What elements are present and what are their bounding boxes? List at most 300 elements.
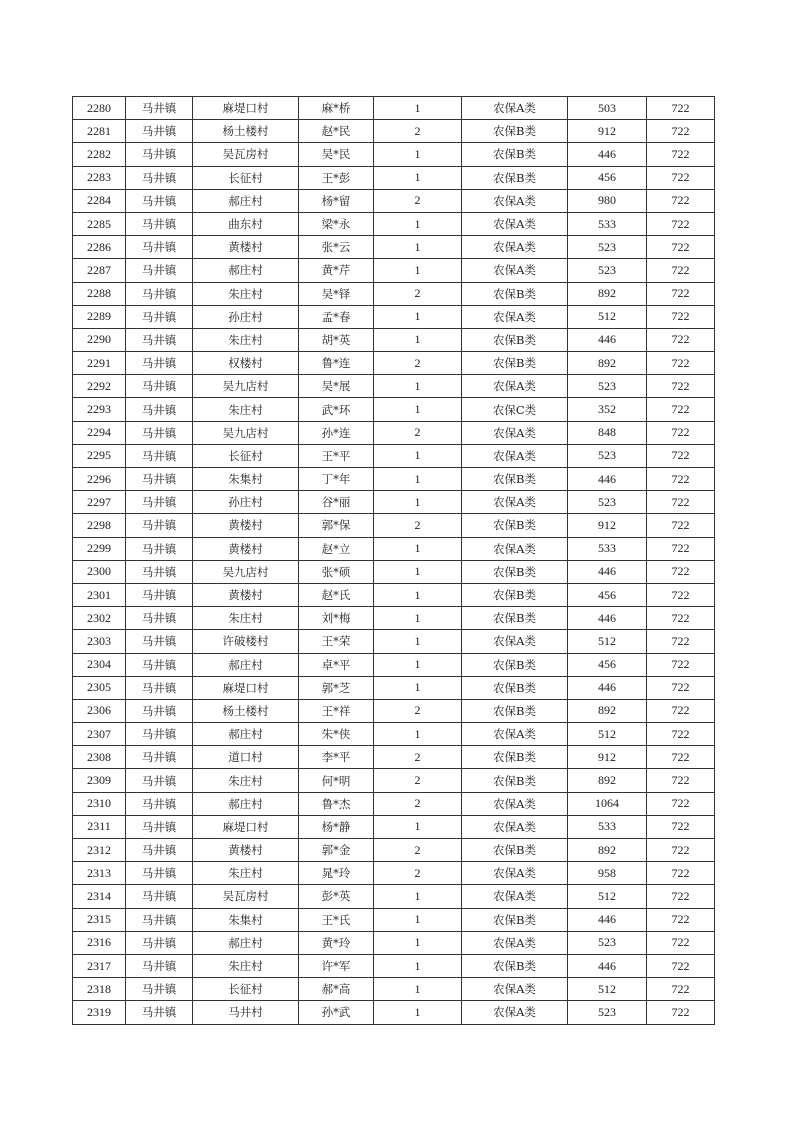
town-cell: 马井镇 [126,769,193,792]
household-count-cell: 1 [374,560,462,583]
name-cell: 王*祥 [299,699,374,722]
table-row [73,607,715,630]
standard-cell: 722 [647,815,715,838]
row-number-cell: 2318 [73,978,126,1001]
row-number-cell: 2308 [73,746,126,769]
household-count-cell: 1 [374,143,462,166]
row-number-cell: 2315 [73,908,126,931]
standard-cell: 722 [647,189,715,212]
standard-cell: 722 [647,723,715,746]
standard-cell: 722 [647,305,715,328]
household-count-cell: 1 [374,885,462,908]
household-count-cell: 2 [374,352,462,375]
name-cell: 郭*芝 [299,676,374,699]
town-cell: 马井镇 [126,931,193,954]
table-row [73,792,715,815]
data-table [72,96,715,1025]
row-number-cell: 2301 [73,583,126,606]
table-row [73,839,715,862]
table-row [73,723,715,746]
standard-cell: 722 [647,491,715,514]
town-cell: 马井镇 [126,491,193,514]
standard-cell: 722 [647,259,715,282]
row-number-cell: 2314 [73,885,126,908]
household-count-cell: 1 [374,166,462,189]
category-cell: 农保A类 [462,862,568,885]
name-cell: 谷*丽 [299,491,374,514]
standard-cell: 722 [647,908,715,931]
category-cell: 农保A类 [462,1001,568,1024]
category-cell: 农保A类 [462,97,568,120]
name-cell: 吴*铎 [299,282,374,305]
village-cell: 吴九店村 [193,421,299,444]
amount-cell: 456 [568,653,647,676]
village-cell: 曲东村 [193,212,299,235]
town-cell: 马井镇 [126,444,193,467]
standard-cell: 722 [647,375,715,398]
name-cell: 丁*年 [299,468,374,491]
row-number-cell: 2296 [73,468,126,491]
town-cell: 马井镇 [126,908,193,931]
village-cell: 麻堤口村 [193,676,299,699]
amount-cell: 512 [568,723,647,746]
household-count-cell: 1 [374,1001,462,1024]
town-cell: 马井镇 [126,653,193,676]
category-cell: 农保A类 [462,978,568,1001]
category-cell: 农保A类 [462,444,568,467]
village-cell: 黄楼村 [193,839,299,862]
village-cell: 吴九店村 [193,560,299,583]
amount-cell: 446 [568,143,647,166]
standard-cell: 722 [647,931,715,954]
amount-cell: 892 [568,282,647,305]
table-row [73,166,715,189]
household-count-cell: 1 [374,630,462,653]
standard-cell: 722 [647,537,715,560]
household-count-cell: 1 [374,97,462,120]
household-count-cell: 1 [374,259,462,282]
name-cell: 杨*静 [299,815,374,838]
row-number-cell: 2305 [73,676,126,699]
village-cell: 许破楼村 [193,630,299,653]
village-cell: 麻堤口村 [193,97,299,120]
standard-cell: 722 [647,885,715,908]
category-cell: 农保B类 [462,560,568,583]
name-cell: 郭*金 [299,839,374,862]
row-number-cell: 2300 [73,560,126,583]
table-row [73,120,715,143]
town-cell: 马井镇 [126,885,193,908]
table-row [73,143,715,166]
row-number-cell: 2293 [73,398,126,421]
table-row [73,491,715,514]
village-cell: 朱集村 [193,908,299,931]
table-row [73,514,715,537]
household-count-cell: 1 [374,444,462,467]
household-count-cell: 1 [374,236,462,259]
table-row [73,885,715,908]
village-cell: 吴九店村 [193,375,299,398]
table-row [73,978,715,1001]
standard-cell: 722 [647,839,715,862]
household-count-cell: 2 [374,839,462,862]
category-cell: 农保B类 [462,769,568,792]
table-row [73,236,715,259]
village-cell: 朱庄村 [193,769,299,792]
name-cell: 黄*玲 [299,931,374,954]
village-cell: 郝庄村 [193,723,299,746]
row-number-cell: 2302 [73,607,126,630]
category-cell: 农保A类 [462,491,568,514]
table-row [73,815,715,838]
name-cell: 麻*桥 [299,97,374,120]
town-cell: 马井镇 [126,421,193,444]
category-cell: 农保B类 [462,908,568,931]
standard-cell: 722 [647,630,715,653]
table-row [73,954,715,977]
amount-cell: 446 [568,328,647,351]
town-cell: 马井镇 [126,514,193,537]
village-cell: 黄楼村 [193,236,299,259]
category-cell: 农保B类 [462,699,568,722]
table-row [73,212,715,235]
amount-cell: 533 [568,815,647,838]
household-count-cell: 1 [374,583,462,606]
name-cell: 何*明 [299,769,374,792]
category-cell: 农保A类 [462,236,568,259]
village-cell: 吴瓦房村 [193,143,299,166]
table-row [73,97,715,120]
household-count-cell: 1 [374,815,462,838]
standard-cell: 722 [647,328,715,351]
amount-cell: 446 [568,676,647,699]
table-row [73,305,715,328]
amount-cell: 912 [568,120,647,143]
category-cell: 农保A类 [462,305,568,328]
row-number-cell: 2282 [73,143,126,166]
household-count-cell: 1 [374,653,462,676]
row-number-cell: 2307 [73,723,126,746]
table-row [73,653,715,676]
village-cell: 朱庄村 [193,862,299,885]
category-cell: 农保A类 [462,537,568,560]
row-number-cell: 2319 [73,1001,126,1024]
village-cell: 长征村 [193,978,299,1001]
standard-cell: 722 [647,653,715,676]
town-cell: 马井镇 [126,537,193,560]
amount-cell: 523 [568,491,647,514]
row-number-cell: 2310 [73,792,126,815]
village-cell: 郝庄村 [193,792,299,815]
table-row [73,1001,715,1024]
village-cell: 黄楼村 [193,537,299,560]
household-count-cell: 2 [374,421,462,444]
town-cell: 马井镇 [126,723,193,746]
category-cell: 农保A类 [462,421,568,444]
name-cell: 张*硕 [299,560,374,583]
village-cell: 马井村 [193,1001,299,1024]
table-row [73,398,715,421]
table-row [73,908,715,931]
amount-cell: 523 [568,444,647,467]
town-cell: 马井镇 [126,352,193,375]
name-cell: 王*平 [299,444,374,467]
row-number-cell: 2291 [73,352,126,375]
name-cell: 张*云 [299,236,374,259]
table-row [73,862,715,885]
category-cell: 农保B类 [462,839,568,862]
row-number-cell: 2280 [73,97,126,120]
household-count-cell: 1 [374,491,462,514]
standard-cell: 722 [647,236,715,259]
village-cell: 吴瓦房村 [193,885,299,908]
town-cell: 马井镇 [126,120,193,143]
village-cell: 朱庄村 [193,398,299,421]
table-row [73,769,715,792]
village-cell: 朱集村 [193,468,299,491]
row-number-cell: 2306 [73,699,126,722]
town-cell: 马井镇 [126,839,193,862]
village-cell: 朱庄村 [193,954,299,977]
row-number-cell: 2290 [73,328,126,351]
table-row [73,375,715,398]
row-number-cell: 2299 [73,537,126,560]
standard-cell: 722 [647,166,715,189]
amount-cell: 446 [568,607,647,630]
amount-cell: 533 [568,212,647,235]
table-row [73,699,715,722]
village-cell: 杨土楼村 [193,699,299,722]
standard-cell: 722 [647,676,715,699]
village-cell: 朱庄村 [193,328,299,351]
category-cell: 农保A类 [462,259,568,282]
amount-cell: 892 [568,352,647,375]
row-number-cell: 2289 [73,305,126,328]
standard-cell: 722 [647,97,715,120]
table-row [73,676,715,699]
amount-cell: 456 [568,166,647,189]
name-cell: 赵*民 [299,120,374,143]
name-cell: 朱*侠 [299,723,374,746]
table-row [73,352,715,375]
standard-cell: 722 [647,120,715,143]
category-cell: 农保A类 [462,815,568,838]
standard-cell: 722 [647,421,715,444]
category-cell: 农保B类 [462,746,568,769]
amount-cell: 523 [568,259,647,282]
name-cell: 孙*武 [299,1001,374,1024]
row-number-cell: 2287 [73,259,126,282]
name-cell: 李*平 [299,746,374,769]
town-cell: 马井镇 [126,699,193,722]
category-cell: 农保B类 [462,583,568,606]
town-cell: 马井镇 [126,282,193,305]
town-cell: 马井镇 [126,792,193,815]
household-count-cell: 2 [374,189,462,212]
row-number-cell: 2304 [73,653,126,676]
category-cell: 农保A类 [462,723,568,746]
category-cell: 农保C类 [462,398,568,421]
amount-cell: 912 [568,514,647,537]
town-cell: 马井镇 [126,583,193,606]
name-cell: 孟*春 [299,305,374,328]
amount-cell: 446 [568,560,647,583]
standard-cell: 722 [647,514,715,537]
amount-cell: 503 [568,97,647,120]
name-cell: 武*环 [299,398,374,421]
category-cell: 农保A类 [462,189,568,212]
town-cell: 马井镇 [126,607,193,630]
category-cell: 农保A类 [462,630,568,653]
standard-cell: 722 [647,1001,715,1024]
household-count-cell: 1 [374,676,462,699]
name-cell: 杨*留 [299,189,374,212]
table-row [73,282,715,305]
name-cell: 吴*展 [299,375,374,398]
table-row [73,537,715,560]
name-cell: 鲁*杰 [299,792,374,815]
row-number-cell: 2284 [73,189,126,212]
village-cell: 长征村 [193,166,299,189]
row-number-cell: 2298 [73,514,126,537]
household-count-cell: 2 [374,862,462,885]
name-cell: 胡*英 [299,328,374,351]
category-cell: 农保A类 [462,931,568,954]
name-cell: 彭*英 [299,885,374,908]
household-count-cell: 2 [374,699,462,722]
name-cell: 王*氏 [299,908,374,931]
amount-cell: 892 [568,699,647,722]
row-number-cell: 2286 [73,236,126,259]
town-cell: 马井镇 [126,375,193,398]
category-cell: 农保B类 [462,653,568,676]
amount-cell: 523 [568,375,647,398]
standard-cell: 722 [647,583,715,606]
village-cell: 郝庄村 [193,653,299,676]
standard-cell: 722 [647,862,715,885]
town-cell: 马井镇 [126,954,193,977]
standard-cell: 722 [647,769,715,792]
household-count-cell: 1 [374,212,462,235]
category-cell: 农保A类 [462,792,568,815]
town-cell: 马井镇 [126,862,193,885]
household-count-cell: 1 [374,328,462,351]
name-cell: 卓*平 [299,653,374,676]
amount-cell: 512 [568,885,647,908]
name-cell: 鲁*连 [299,352,374,375]
row-number-cell: 2297 [73,491,126,514]
name-cell: 黄*芹 [299,259,374,282]
town-cell: 马井镇 [126,746,193,769]
village-cell: 孙庄村 [193,305,299,328]
category-cell: 农保A类 [462,212,568,235]
amount-cell: 958 [568,862,647,885]
household-count-cell: 1 [374,468,462,491]
village-cell: 长征村 [193,444,299,467]
amount-cell: 446 [568,908,647,931]
name-cell: 赵*氏 [299,583,374,606]
household-count-cell: 1 [374,537,462,560]
category-cell: 农保B类 [462,954,568,977]
category-cell: 农保B类 [462,282,568,305]
village-cell: 道口村 [193,746,299,769]
category-cell: 农保B类 [462,166,568,189]
table-row [73,328,715,351]
amount-cell: 352 [568,398,647,421]
standard-cell: 722 [647,978,715,1001]
amount-cell: 446 [568,468,647,491]
town-cell: 马井镇 [126,978,193,1001]
household-count-cell: 2 [374,792,462,815]
table-row [73,746,715,769]
name-cell: 郭*保 [299,514,374,537]
town-cell: 马井镇 [126,630,193,653]
row-number-cell: 2309 [73,769,126,792]
amount-cell: 892 [568,839,647,862]
standard-cell: 722 [647,398,715,421]
standard-cell: 722 [647,792,715,815]
standard-cell: 722 [647,282,715,305]
category-cell: 农保B类 [462,143,568,166]
standard-cell: 722 [647,954,715,977]
name-cell: 郝*高 [299,978,374,1001]
name-cell: 孙*连 [299,421,374,444]
village-cell: 黄楼村 [193,514,299,537]
row-number-cell: 2294 [73,421,126,444]
row-number-cell: 2313 [73,862,126,885]
town-cell: 马井镇 [126,398,193,421]
name-cell: 晁*玲 [299,862,374,885]
town-cell: 马井镇 [126,305,193,328]
table-row [73,630,715,653]
name-cell: 吴*民 [299,143,374,166]
amount-cell: 523 [568,1001,647,1024]
household-count-cell: 1 [374,398,462,421]
row-number-cell: 2281 [73,120,126,143]
table-row [73,468,715,491]
village-cell: 朱庄村 [193,607,299,630]
amount-cell: 1064 [568,792,647,815]
amount-cell: 848 [568,421,647,444]
name-cell: 刘*梅 [299,607,374,630]
town-cell: 马井镇 [126,189,193,212]
category-cell: 农保B类 [462,352,568,375]
table-row [73,259,715,282]
village-cell: 麻堤口村 [193,815,299,838]
town-cell: 马井镇 [126,166,193,189]
category-cell: 农保A类 [462,375,568,398]
name-cell: 许*军 [299,954,374,977]
standard-cell: 722 [647,560,715,583]
row-number-cell: 2283 [73,166,126,189]
amount-cell: 523 [568,236,647,259]
town-cell: 马井镇 [126,328,193,351]
row-number-cell: 2311 [73,815,126,838]
amount-cell: 523 [568,931,647,954]
amount-cell: 533 [568,537,647,560]
category-cell: 农保B类 [462,328,568,351]
town-cell: 马井镇 [126,97,193,120]
amount-cell: 456 [568,583,647,606]
category-cell: 农保B类 [462,120,568,143]
household-count-cell: 1 [374,931,462,954]
name-cell: 梁*永 [299,212,374,235]
town-cell: 马井镇 [126,560,193,583]
household-count-cell: 2 [374,769,462,792]
table-row [73,444,715,467]
standard-cell: 722 [647,607,715,630]
row-number-cell: 2295 [73,444,126,467]
